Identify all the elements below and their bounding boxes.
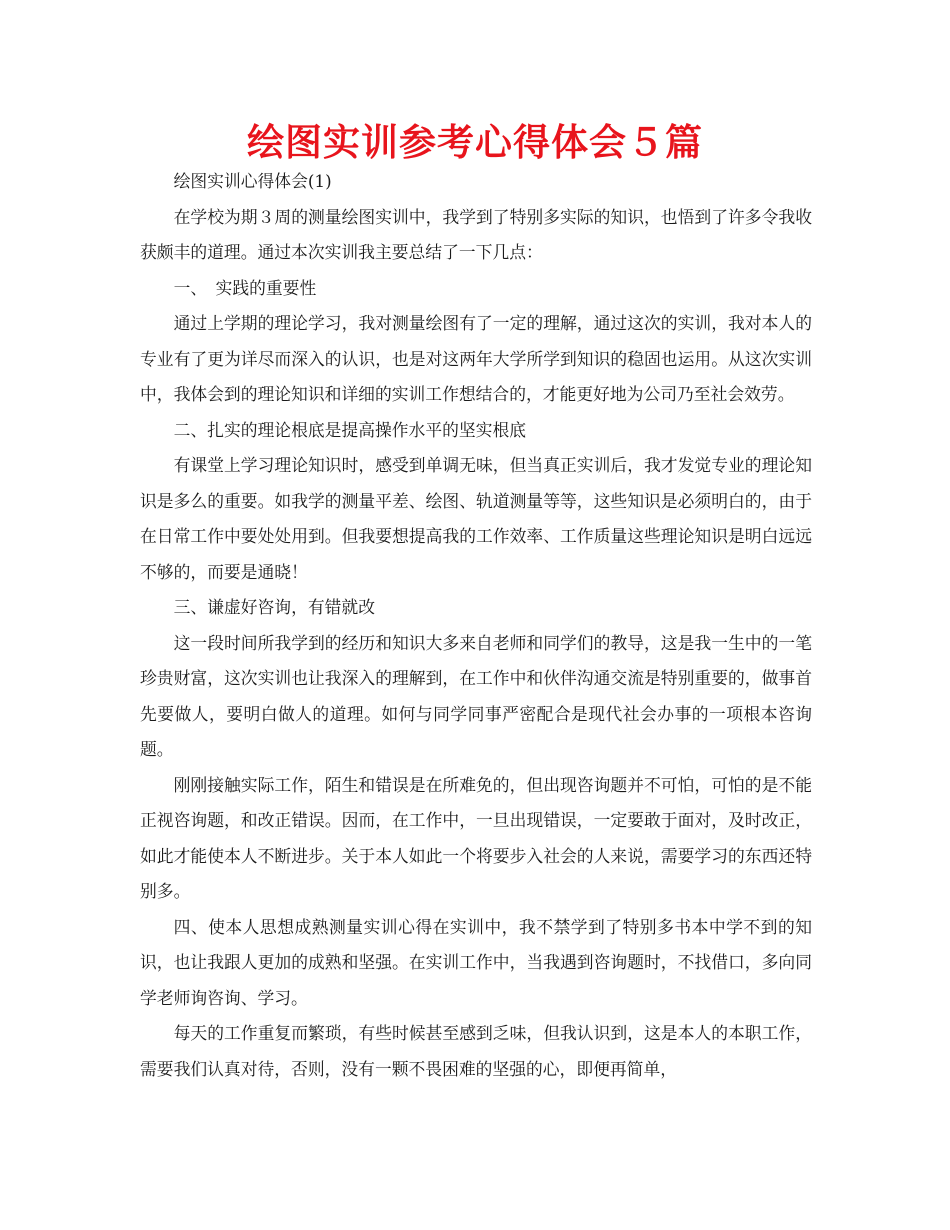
paragraph-subtitle: 绘图实训心得体会(1) <box>173 171 332 191</box>
paragraph: 通过上学期的理论学习，我对测量绘图有了一定的理解，通过这次的实训，我对本人的专业有了更为详尽而深入的认识，也是对这两年大学所学到知识的稳固也运用。从这次实训中，我体会到的理论知识和详细的实训工作想结合的，才能更好地为公司乃至社会效劳。 <box>140 313 812 404</box>
section-heading-2: 二、扎实的理论根底是提高操作水平的坚实根底 <box>173 419 527 440</box>
paragraph: 有课堂上学习理论知识时，感受到单调无味，但当真正实训后，我才发觉专业的理论知识是多么的重要。如我学的测量平差、绘图、轨道测量等等，这些知识是必须明白的，由于在日常工作中要处处用到。但我要想提高我的工作效率、工作质量这些理论知识是明白远远不够的，而要是通晓！ <box>140 455 812 582</box>
section-heading-3: 三、谦虚好咨询，有错就改 <box>173 597 375 617</box>
paragraph: 这一段时间所我学到的经历和知识大多来自老师和同学们的教导，这是我一生中的一笔珍贵财富，这次实训也让我深入的理解到，在工作中和伙伴沟通交流是特别重要的，做事首先要做人，要明白做人的道理。如何与同学同事严密配合是现代社会办事的一项根本咨询题。 <box>140 632 812 759</box>
paragraph: 刚刚接触实际工作，陌生和错误是在所难免的，但出现咨询题并不可怕，可怕的是不能正视咨询题，和改正错误。因而，在工作中，一旦出现错误，一定要敢于面对，及时改正，如此才能使本人不断进步。关于本人如此一个将要步入社会的人来说，需要学习的东西还特别多。 <box>140 774 812 901</box>
paragraph: 每天的工作重复而繁琐，有些时候甚至感到乏味，但我认识到，这是本人的本职工作，需要我们认真对待，否则，没有一颗不畏困难的坚强的心，即便再简单， <box>140 1023 812 1079</box>
document-title: 绘图实训参考心得体会５篇 <box>247 121 703 164</box>
paragraph: 四、使本人思想成熟测量实训心得在实训中，我不禁学到了特别多书本中学不到的知识，也让我跟人更加的成熟和坚强。在实训工作中，当我遇到咨询题时，不找借口，多向同学老师询咨询、学习。 <box>140 916 812 1008</box>
section-heading-1: 一、 实践的重要性 <box>173 277 317 298</box>
document-body <box>140 164 812 1087</box>
paragraph-intro: 在学校为期３周的测量绘图实训中，我学到了特别多实际的知识，也悟到了许多令我收获颇丰的道理。通过本次实训我主要总结了一下几点： <box>140 206 812 262</box>
